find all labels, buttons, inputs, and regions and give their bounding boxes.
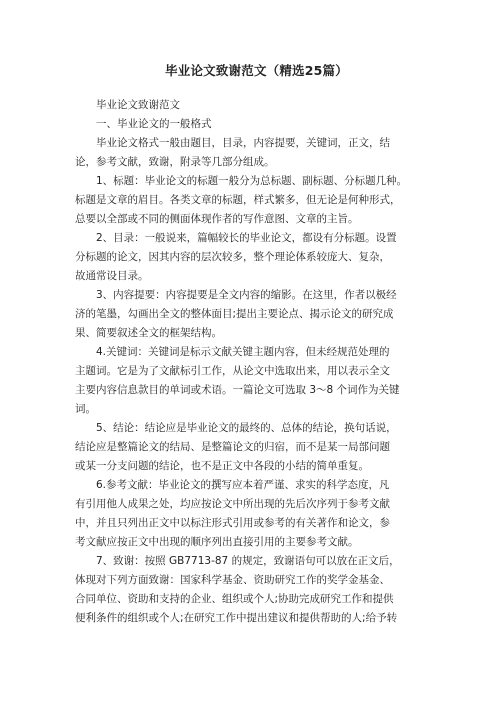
body-line: 4.关键词：关键词是标示文献关键主题内容，但未经规范处理的 [96,346,390,358]
body-line: 有引用他人成果之处，均应按论文中所出现的先后次序列于参考文献 [75,498,390,510]
body-line: 便利条件的组织或个人;在研究工作中提出建议和提供帮助的人;给予转 [75,612,398,624]
body-line: 体现对下列方面致谢：国家科学基金、资助研究工作的奖学金基金、 [75,574,390,586]
body-line: 济的笔墨，勾画出全文的整体面目;提出主要论点、揭示论文的研究成 [75,308,394,320]
body-line: 总要以全部或不同的侧面体现作者的写作意图、文章的主旨。 [75,213,359,225]
body-line: 主题词。它是为了文献标引工作，从论文中选取出来，用以表示全文 [75,365,390,377]
body-line: 结论应是整篇论文的结局、是整篇论文的归宿，而不是某一局部问题 [75,441,390,453]
body-line: 故通常设目录。 [75,270,149,282]
body-line: 3、内容提要：内容提要是全文内容的缩影。在这里，作者以极经 [96,289,397,301]
body-line: 5、结论：结论应是毕业论文的最终的、总体的结论，换句话说， [96,422,397,434]
body-line: 毕业论文格式一般由题目，目录，内容提要，关键词，正文，结 [96,137,390,149]
body-line: 7、致谢：按照 GB7713-87 的规定，致谢语句可以放在正文后， [96,555,400,567]
body-line: 2、目录：一般说来，篇幅较长的毕业论文，都设有分标题。设置 [96,232,397,244]
body-line: 6.参考文献：毕业论文的撰写应本着严谨、求实的科学态度，凡 [96,479,390,491]
body-line: 中，并且只列出正文中以标注形式引用或参考的有关著作和论文，参 [75,517,390,529]
body-line: 词。 [75,403,96,415]
body-line: 或某一分支问题的结论，也不是正文中各段的小结的简单重复。 [75,460,369,472]
body-line: 标题是文章的眉目。各类文章的标题，样式繁多，但无论是何种形式， [75,194,401,206]
body-line: 毕业论文致谢范文 [96,99,180,111]
body-line: 论，参考文献，致谢，附录等几部分组成。 [75,156,275,168]
section-heading: 一、毕业论文的一般格式 [96,118,212,130]
body-line: 合同单位、资助和支持的企业、组织或个人;协助完成研究工作和提供 [75,593,394,605]
body-line: 主要内容信息款目的单词或术语。一篇论文可选取 3～8 个词作为关键 [75,384,400,396]
body-line: 考文献应按正文中出现的顺序列出直接引用的主要参考文献。 [75,536,359,548]
body-line: 1、标题：毕业论文的标题一般分为总标题、副标题、分标题几种。 [96,175,408,187]
body-line: 分标题的论文，因其内容的层次较多，整个理论体系较庞大、复杂， [75,251,390,263]
body-line: 果、简要叙述全文的框架结构。 [75,327,222,339]
document-title: 毕业论文致谢范文（精选25篇） [165,63,348,78]
